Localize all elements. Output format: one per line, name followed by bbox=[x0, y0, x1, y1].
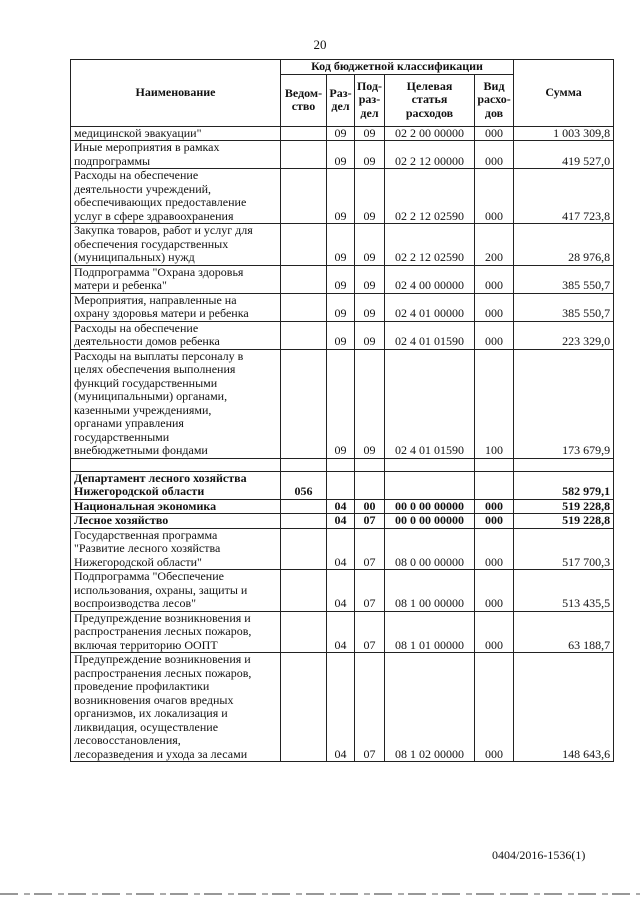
cell-pr: 07 bbox=[355, 611, 385, 653]
cell-name: Государственная программа "Развитие лесного хозяйства Нижегородской области" bbox=[71, 528, 281, 570]
cell-vr: 200 bbox=[475, 224, 514, 266]
cell-sum: 513 435,5 bbox=[514, 570, 614, 612]
cell-pr: 07 bbox=[355, 528, 385, 570]
cell-rz: 09 bbox=[327, 141, 355, 169]
table-row bbox=[71, 169, 614, 224]
cell-rz: 09 bbox=[327, 169, 355, 224]
cell-cs: 02 2 12 00000 bbox=[385, 141, 475, 169]
cell-vr: 000 bbox=[475, 126, 514, 141]
cell-vr: 100 bbox=[475, 349, 514, 458]
table-row bbox=[71, 611, 614, 653]
cell-sum: 173 679,9 bbox=[514, 349, 614, 458]
cell-cs: 02 4 00 00000 bbox=[385, 265, 475, 293]
cell-rz: 09 bbox=[327, 293, 355, 321]
cell-ved bbox=[281, 349, 327, 458]
cell-sum: 417 723,8 bbox=[514, 169, 614, 224]
cell-vr: 000 bbox=[475, 528, 514, 570]
cell-name: Департамент лесного хозяйства Нижегородской области bbox=[71, 471, 281, 499]
budget-table bbox=[70, 59, 614, 762]
cell-rz: 09 bbox=[327, 265, 355, 293]
scan-edge-line bbox=[0, 893, 640, 895]
cell-pr: 09 bbox=[355, 349, 385, 458]
cell-cs: 02 2 00 00000 bbox=[385, 126, 475, 141]
cell-pr: 07 bbox=[355, 653, 385, 762]
cell-name: Подпрограмма "Обеспечение использования, охраны, защиты и воспроизводства лесов" bbox=[71, 570, 281, 612]
cell-cs: 00 0 00 00000 bbox=[385, 514, 475, 529]
table-row bbox=[71, 224, 614, 266]
cell-pr: 09 bbox=[355, 169, 385, 224]
cell-name: Расходы на обеспечение деятельности учреждений, обеспечивающих предоставление услуг в сфере здравоохранения bbox=[71, 169, 281, 224]
cell-cs: 02 2 12 02590 bbox=[385, 169, 475, 224]
cell-cs: 08 1 00 00000 bbox=[385, 570, 475, 612]
cell-sum: 28 976,8 bbox=[514, 224, 614, 266]
cell-rz: 09 bbox=[327, 224, 355, 266]
table-row bbox=[71, 321, 614, 349]
table-row bbox=[71, 265, 614, 293]
cell-pr: 09 bbox=[355, 141, 385, 169]
cell-name: Предупреждение возникновения и распространения лесных пожаров, включая территорию ООПТ bbox=[71, 611, 281, 653]
cell-vr: 000 bbox=[475, 141, 514, 169]
empty-cell bbox=[327, 458, 355, 471]
cell-sum: 385 550,7 bbox=[514, 293, 614, 321]
cell-vr: 000 bbox=[475, 611, 514, 653]
cell-cs: 02 2 12 02590 bbox=[385, 224, 475, 266]
cell-pr bbox=[355, 471, 385, 499]
cell-sum: 519 228,8 bbox=[514, 499, 614, 514]
cell-ved bbox=[281, 265, 327, 293]
cell-pr: 09 bbox=[355, 321, 385, 349]
cell-ved bbox=[281, 499, 327, 514]
header-vedomstvo: Ведом- ство bbox=[281, 74, 327, 126]
cell-cs: 08 1 01 00000 bbox=[385, 611, 475, 653]
header-vid: Вид расхо- дов bbox=[475, 74, 514, 126]
table-row bbox=[71, 570, 614, 612]
cell-sum: 419 527,0 bbox=[514, 141, 614, 169]
cell-cs bbox=[385, 471, 475, 499]
cell-vr bbox=[475, 471, 514, 499]
cell-vr: 000 bbox=[475, 265, 514, 293]
cell-rz: 09 bbox=[327, 126, 355, 141]
header-celevaya: Целевая статья расходов bbox=[385, 74, 475, 126]
table-row bbox=[71, 293, 614, 321]
cell-pr: 07 bbox=[355, 514, 385, 529]
cell-vr: 000 bbox=[475, 293, 514, 321]
empty-cell bbox=[385, 458, 475, 471]
cell-name: Лесное хозяйство bbox=[71, 514, 281, 529]
cell-pr: 09 bbox=[355, 293, 385, 321]
cell-rz: 04 bbox=[327, 570, 355, 612]
cell-name: Иные мероприятия в рамках подпрограммы bbox=[71, 141, 281, 169]
header-code-group: Код бюджетной классификации bbox=[281, 60, 514, 75]
empty-cell bbox=[475, 458, 514, 471]
cell-vr: 000 bbox=[475, 499, 514, 514]
cell-vr: 000 bbox=[475, 570, 514, 612]
cell-cs: 02 4 01 00000 bbox=[385, 293, 475, 321]
cell-ved bbox=[281, 611, 327, 653]
cell-name: Национальная экономика bbox=[71, 499, 281, 514]
cell-ved bbox=[281, 514, 327, 529]
table-row bbox=[71, 458, 614, 471]
cell-sum: 223 329,0 bbox=[514, 321, 614, 349]
cell-rz: 04 bbox=[327, 528, 355, 570]
table-row bbox=[71, 471, 614, 499]
cell-cs: 02 4 01 01590 bbox=[385, 349, 475, 458]
cell-sum: 63 188,7 bbox=[514, 611, 614, 653]
cell-ved bbox=[281, 570, 327, 612]
cell-sum: 582 979,1 bbox=[514, 471, 614, 499]
cell-cs: 08 1 02 00000 bbox=[385, 653, 475, 762]
cell-name: Предупреждение возникновения и распространения лесных пожаров, проведение профилактики возникновения очагов вредных организмов, их локализация и ликвидация, осуществление лесовосстановления, лесоразведения и ухода за лесами bbox=[71, 653, 281, 762]
header-sum: Сумма bbox=[514, 60, 614, 127]
table-row bbox=[71, 653, 614, 762]
cell-sum: 519 228,8 bbox=[514, 514, 614, 529]
cell-rz: 04 bbox=[327, 611, 355, 653]
cell-rz bbox=[327, 471, 355, 499]
cell-name: Расходы на выплаты персоналу в целях обеспечения выполнения функций государственными (муниципальными) органами, казенными учреждениями, органами управления государственными внебюджетными фондами bbox=[71, 349, 281, 458]
cell-sum: 517 700,3 bbox=[514, 528, 614, 570]
empty-cell bbox=[281, 458, 327, 471]
cell-rz: 04 bbox=[327, 514, 355, 529]
cell-cs: 02 4 01 01590 bbox=[385, 321, 475, 349]
cell-cs: 08 0 00 00000 bbox=[385, 528, 475, 570]
cell-sum: 385 550,7 bbox=[514, 265, 614, 293]
empty-cell bbox=[355, 458, 385, 471]
table-row bbox=[71, 514, 614, 529]
table-row bbox=[71, 141, 614, 169]
cell-ved bbox=[281, 224, 327, 266]
page-number: 20 bbox=[313, 37, 327, 52]
cell-name: Подпрограмма "Охрана здоровья матери и ребенка" bbox=[71, 265, 281, 293]
cell-pr: 09 bbox=[355, 224, 385, 266]
cell-name: Мероприятия, направленные на охрану здоровья матери и ребенка bbox=[71, 293, 281, 321]
header-podrazdel: Под- раз- дел bbox=[355, 74, 385, 126]
cell-vr: 000 bbox=[475, 321, 514, 349]
cell-name: Закупка товаров, работ и услуг для обеспечения государственных (муниципальных) нужд bbox=[71, 224, 281, 266]
header-razdel: Раз- дел bbox=[327, 74, 355, 126]
cell-sum: 1 003 309,8 bbox=[514, 126, 614, 141]
cell-cs: 00 0 00 00000 bbox=[385, 499, 475, 514]
cell-ved bbox=[281, 653, 327, 762]
cell-pr: 09 bbox=[355, 265, 385, 293]
cell-rz: 04 bbox=[327, 653, 355, 762]
cell-rz: 04 bbox=[327, 499, 355, 514]
empty-cell bbox=[514, 458, 614, 471]
cell-rz: 09 bbox=[327, 349, 355, 458]
cell-ved bbox=[281, 126, 327, 141]
cell-ved bbox=[281, 528, 327, 570]
empty-cell bbox=[71, 458, 281, 471]
table-row bbox=[71, 499, 614, 514]
document-code: 0404/2016-1536(1) bbox=[492, 848, 586, 862]
cell-pr: 07 bbox=[355, 570, 385, 612]
cell-vr: 000 bbox=[475, 514, 514, 529]
cell-ved: 056 bbox=[281, 471, 327, 499]
cell-ved bbox=[281, 293, 327, 321]
cell-name: Расходы на обеспечение деятельности домов ребенка bbox=[71, 321, 281, 349]
cell-name: медицинской эвакуации" bbox=[71, 126, 281, 141]
cell-pr: 00 bbox=[355, 499, 385, 514]
cell-ved bbox=[281, 321, 327, 349]
cell-ved bbox=[281, 169, 327, 224]
table-row bbox=[71, 528, 614, 570]
table-row bbox=[71, 126, 614, 141]
cell-vr: 000 bbox=[475, 169, 514, 224]
cell-rz: 09 bbox=[327, 321, 355, 349]
cell-sum: 148 643,6 bbox=[514, 653, 614, 762]
cell-pr: 09 bbox=[355, 126, 385, 141]
cell-ved bbox=[281, 141, 327, 169]
header-name: Наименование bbox=[71, 60, 281, 127]
cell-vr: 000 bbox=[475, 653, 514, 762]
table-row bbox=[71, 349, 614, 458]
